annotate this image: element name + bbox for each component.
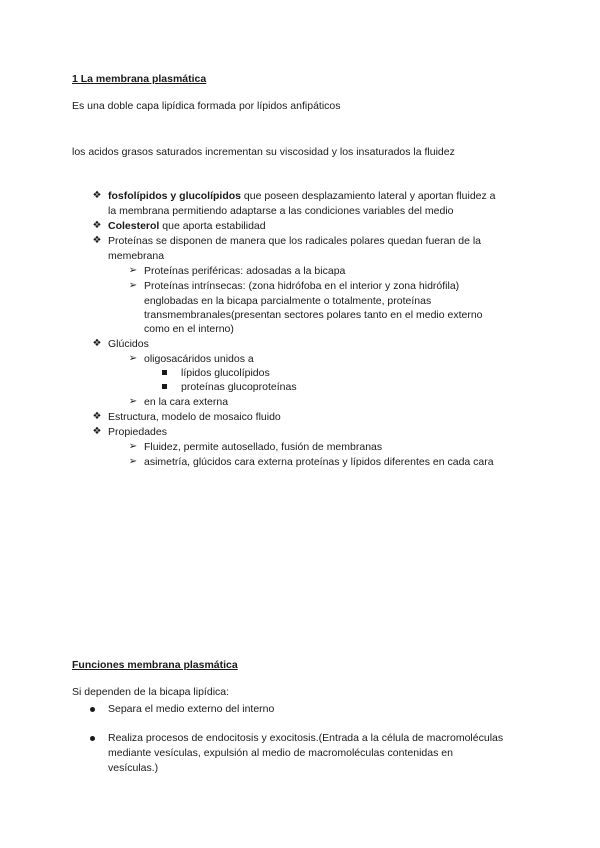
dot-bullet-icon: [90, 707, 95, 712]
sublist-item-continuation: como en el interno): [144, 323, 234, 335]
sublist-item-perifericas: Proteínas periféricas: adosadas a la bicapa: [144, 265, 346, 277]
bold-term: Colesterol: [108, 220, 160, 232]
diamond-bullet-icon: ❖: [92, 411, 102, 422]
subsublist-item-lipidos: lípidos glucolípidos: [181, 367, 270, 379]
diamond-bullet-icon: ❖: [92, 426, 102, 437]
arrow-bullet-icon: ➢: [128, 456, 138, 467]
list-item-continuation: mediante vesículas, expulsión al medio de macromoléculas contenidas en: [108, 747, 453, 759]
diamond-bullet-icon: ❖: [92, 220, 102, 231]
sublist-item-continuation: englobadas en la bicapa parcialmente o totalmente, proteínas: [144, 295, 432, 307]
sublist-item-continuation: transmembranales(presentan sectores polares tanto en el medio externo: [144, 309, 483, 321]
diamond-bullet-icon: ❖: [92, 235, 102, 246]
dot-bullet-icon: [90, 736, 95, 741]
sublist-item-fluidez: Fluidez, permite autosellado, fusión de membranas: [144, 441, 383, 453]
arrow-bullet-icon: ➢: [128, 441, 138, 452]
sublist-item-cara-externa: en la cara externa: [144, 396, 229, 408]
list-item-continuation: vesículas.): [108, 762, 159, 774]
list-item-realiza: Realiza procesos de endocitosis y exocitosis.(Entrada a la célula de macromoléculas: [108, 732, 504, 744]
subsublist-item-proteinas: proteínas glucoproteínas: [181, 381, 297, 393]
square-bullet-icon: [162, 384, 167, 389]
bold-term: fosfolípidos y glucolípidos: [108, 190, 241, 202]
list-item-estructura: Estructura, modelo de mosaico fluido: [108, 411, 281, 423]
arrow-bullet-icon: ➢: [128, 353, 138, 364]
intro-paragraph: Es una doble capa lipídica formada por lípidos anfipáticos: [72, 100, 341, 112]
list-item-separa: Separa el medio externo del interno: [108, 703, 275, 715]
list-item-continuation: la membrana permitiendo adaptarse a las condiciones variables del medio: [108, 205, 454, 217]
arrow-bullet-icon: ➢: [128, 396, 138, 407]
list-item-glucidos: Glúcidos: [108, 338, 149, 350]
section-title-membrana: 1 La membrana plasmática: [72, 73, 207, 85]
list-item-continuation: memebrana: [108, 250, 165, 262]
list-item-text: que aporta estabilidad: [159, 220, 266, 232]
list-item-text: que poseen desplazamiento lateral y aportan fluidez a: [241, 190, 496, 202]
funciones-intro: Si dependen de la bicapa lipídica:: [72, 686, 230, 698]
list-item-proteinas: Proteínas se disponen de manera que los radicales polares quedan fueran de la: [108, 235, 482, 247]
sublist-item-asimetria: asimetría, glúcidos cara externa proteínas y lípidos diferentes en cada cara: [144, 456, 494, 468]
sublist-item-intrinsecas: Proteínas intrínsecas: (zona hidrófoba en el interior y zona hidrófila): [144, 280, 460, 292]
list-item-colesterol: [108, 219, 266, 234]
fatty-acids-paragraph: los acidos grasos saturados incrementan su viscosidad y los insaturados la fluidez: [72, 146, 455, 158]
diamond-bullet-icon: ❖: [92, 190, 102, 201]
square-bullet-icon: [162, 370, 167, 375]
list-item-propiedades: Propiedades: [108, 426, 167, 438]
list-item-fosfolipidos: [108, 189, 496, 204]
section-title-funciones: Funciones membrana plasmática: [72, 659, 238, 671]
arrow-bullet-icon: ➢: [128, 280, 138, 291]
sublist-item-oligosacaridos: oligosacáridos unidos a: [144, 353, 254, 365]
diamond-bullet-icon: ❖: [92, 338, 102, 349]
arrow-bullet-icon: ➢: [128, 265, 138, 276]
